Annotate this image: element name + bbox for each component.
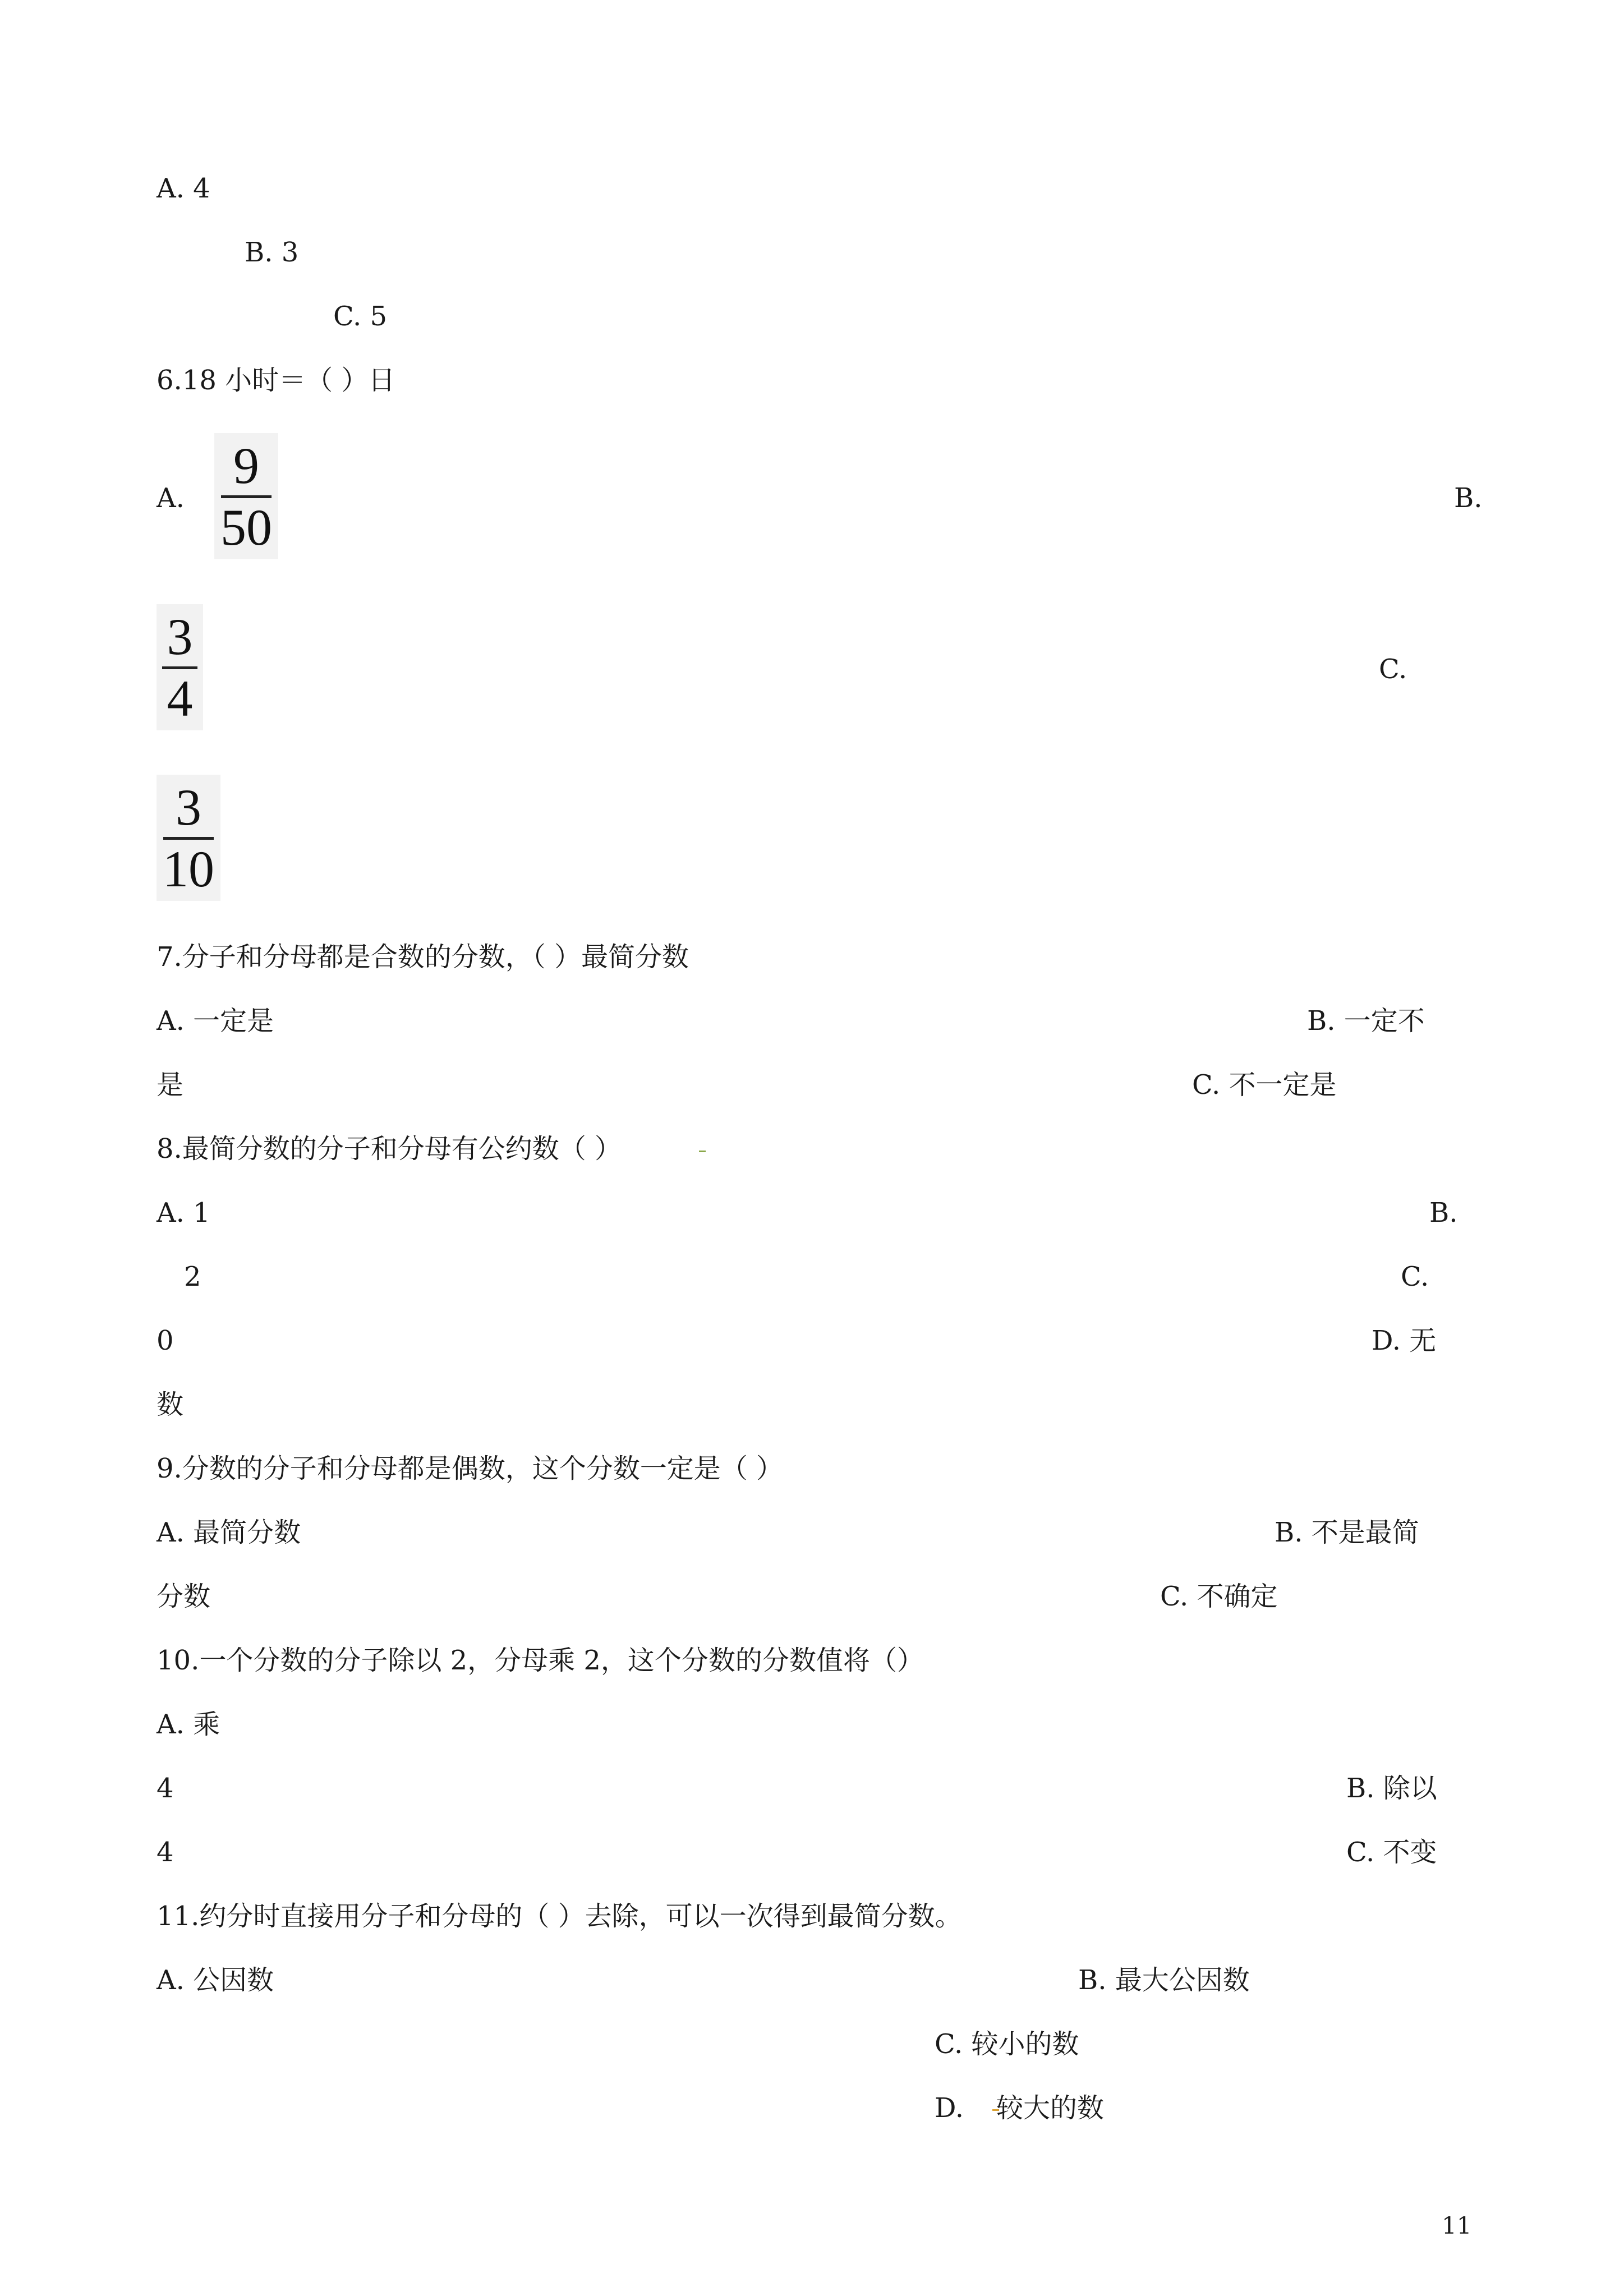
q8-option-c-value: 0	[157, 1325, 174, 1356]
q11-option-d-text: 较大的数	[996, 2092, 1105, 2124]
q6-option-c-label: C.	[1379, 654, 1407, 685]
q7-option-a: A. 一定是	[157, 1005, 274, 1037]
q9-stem: 9.分数的分子和分母都是偶数，这个分数一定是（ ）	[157, 1453, 784, 1484]
fraction-bar	[163, 837, 214, 840]
page-number: 11	[1442, 2212, 1472, 2239]
fraction-numerator: 9	[233, 437, 259, 494]
q9-option-a: A. 最简分数	[157, 1517, 301, 1548]
q9-option-c: C. 不确定	[1160, 1581, 1278, 1612]
q6-stem: 6.18 小时＝（ ）日	[157, 365, 395, 396]
q9-option-b-continuation: 分数	[157, 1581, 211, 1612]
q11-stem: 11.约分时直接用分子和分母的（ ）去除，可以一次得到最简分数。	[157, 1901, 962, 1932]
q7-option-c: C. 不一定是	[1192, 1069, 1337, 1101]
q7-stem: 7.分子和分母都是合数的分数，（ ）最简分数	[157, 941, 689, 973]
q7-option-b-continuation: 是	[157, 1069, 184, 1101]
q10-option-c: C. 不变	[1346, 1837, 1437, 1868]
q8-option-b-value: 2	[184, 1261, 201, 1292]
q10-option-b: B. 除以	[1346, 1773, 1437, 1804]
q6-option-b-fraction	[157, 604, 203, 730]
q6-option-b-label: B.	[1454, 482, 1483, 514]
q5-option-a: A. 4	[157, 173, 210, 204]
q11-option-a: A. 公因数	[157, 1964, 274, 1996]
q8-option-a: A. 1	[157, 1197, 210, 1228]
q6-option-c-fraction	[157, 775, 220, 901]
q8-option-d-continuation: 数	[157, 1389, 184, 1420]
fraction-denominator: 50	[220, 499, 272, 556]
fraction-numerator: 3	[176, 779, 201, 836]
q10-option-a: A. 乘	[157, 1709, 220, 1740]
q10-option-a-continuation: 4	[157, 1773, 174, 1804]
fraction-bar	[162, 666, 197, 669]
q10-option-b-continuation: 4	[157, 1837, 174, 1868]
fraction-denominator: 10	[163, 840, 214, 898]
q6-option-a-fraction	[214, 433, 278, 559]
fraction-numerator: 3	[167, 608, 193, 665]
q8-option-b-label: B.	[1429, 1197, 1458, 1228]
q8-stem: 8.最简分数的分子和分母有公约数（ ）	[157, 1133, 622, 1165]
q8-option-d: D. 无	[1372, 1325, 1437, 1356]
fraction-denominator: 4	[167, 670, 193, 727]
q9-option-b: B. 不是最简	[1275, 1517, 1419, 1548]
q5-option-c: C. 5	[333, 301, 388, 332]
q11-option-d-label: D.	[935, 2092, 964, 2124]
fraction-bar	[221, 495, 272, 498]
stray-mark	[699, 1151, 706, 1152]
q10-stem: 10.一个分数的分子除以 2，分母乘 2，这个分数的分数值将（）	[157, 1645, 924, 1676]
q5-option-b: B. 3	[245, 237, 299, 268]
q7-option-b: B. 一定不	[1307, 1005, 1425, 1037]
q8-option-c-label: C.	[1401, 1261, 1429, 1292]
q11-option-b: B. 最大公因数	[1078, 1964, 1250, 1996]
q11-option-c: C. 较小的数	[935, 2028, 1079, 2060]
q6-option-a-label: A.	[157, 482, 185, 514]
